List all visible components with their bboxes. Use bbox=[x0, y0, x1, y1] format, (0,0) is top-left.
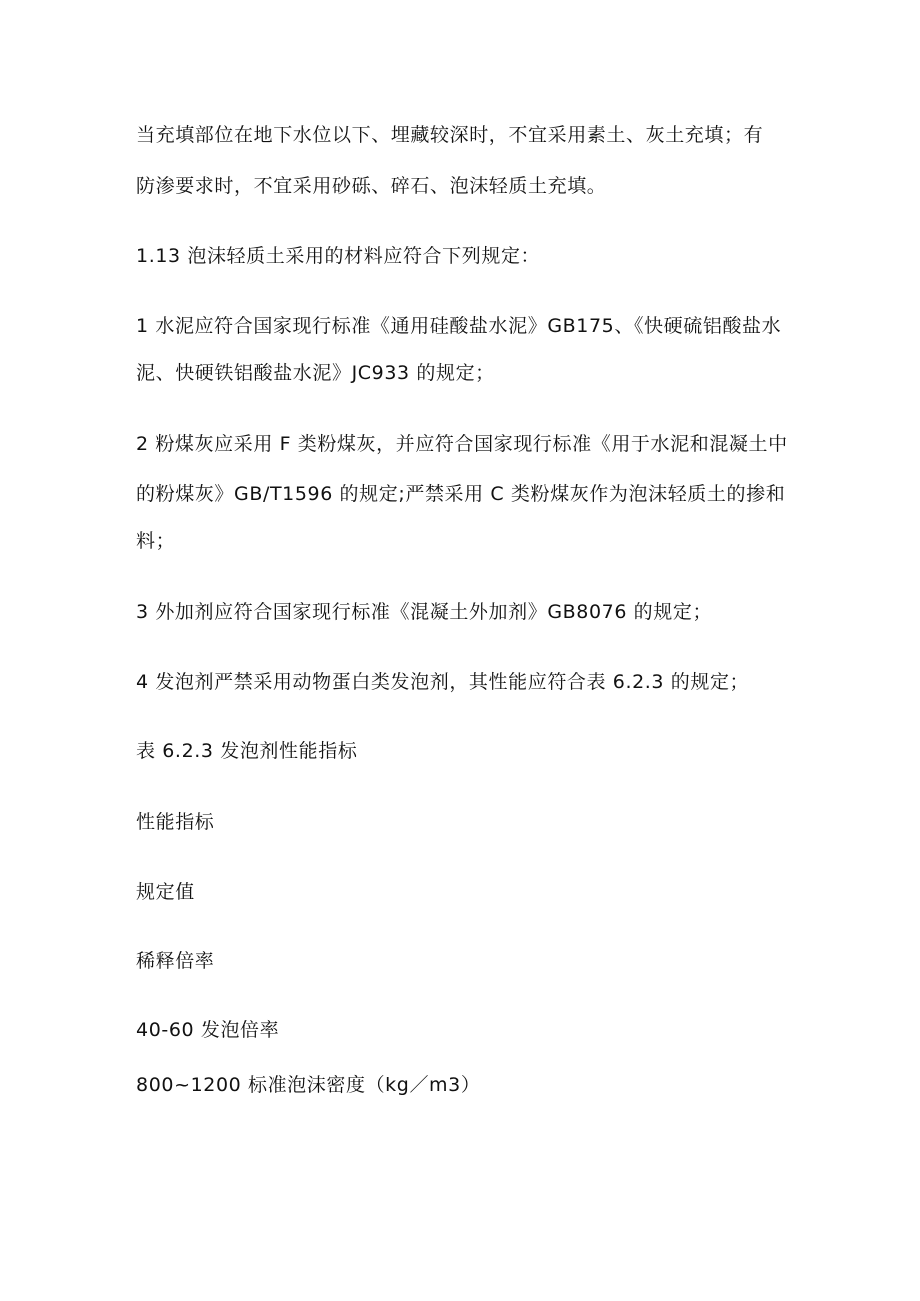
paragraph-line: 当充填部位在地下水位以下、埋藏较深时，不宜采用素土、灰土充填；有 bbox=[136, 124, 764, 146]
list-item-3: 3 外加剂应符合国家现行标准《混凝土外加剂》GB8076 的规定； bbox=[136, 601, 713, 623]
paragraph-line: 防渗要求时，不宜采用砂砾、碎石、泡沫轻质土充填。 bbox=[136, 175, 607, 197]
section-heading: 1.13 泡沫轻质土采用的材料应符合下列规定： bbox=[136, 245, 541, 267]
list-item-1-line: 泥、快硬铁铝酸盐水泥》JC933 的规定； bbox=[136, 362, 495, 384]
table-header-cell: 性能指标 bbox=[136, 811, 215, 833]
list-item-2-line: 的粉煤灰》GB/T1596 的规定;严禁采用 C 类粉煤灰作为泡沫轻质土的掺和 bbox=[136, 483, 786, 505]
table-cell: 稀释倍率 bbox=[136, 950, 215, 972]
list-item-2-line: 料； bbox=[136, 530, 176, 552]
list-item-4: 4 发泡剂严禁采用动物蛋白类发泡剂，其性能应符合表 6.2.3 的规定； bbox=[136, 671, 750, 693]
list-item-1-line: 1 水泥应符合国家现行标准《通用硅酸盐水泥》GB175、《快硬硫铝酸盐水 bbox=[136, 315, 782, 337]
table-cell: 800~1200 标准泡沫密度（kg／m3） bbox=[136, 1074, 481, 1096]
table-caption: 表 6.2.3 发泡剂性能指标 bbox=[136, 740, 358, 762]
table-cell: 40-60 发泡倍率 bbox=[136, 1019, 280, 1041]
list-item-2-line: 2 粉煤灰应采用 F 类粉煤灰，并应符合国家现行标准《用于水泥和混凝土中 bbox=[136, 433, 788, 455]
table-header-cell: 规定值 bbox=[136, 881, 195, 903]
